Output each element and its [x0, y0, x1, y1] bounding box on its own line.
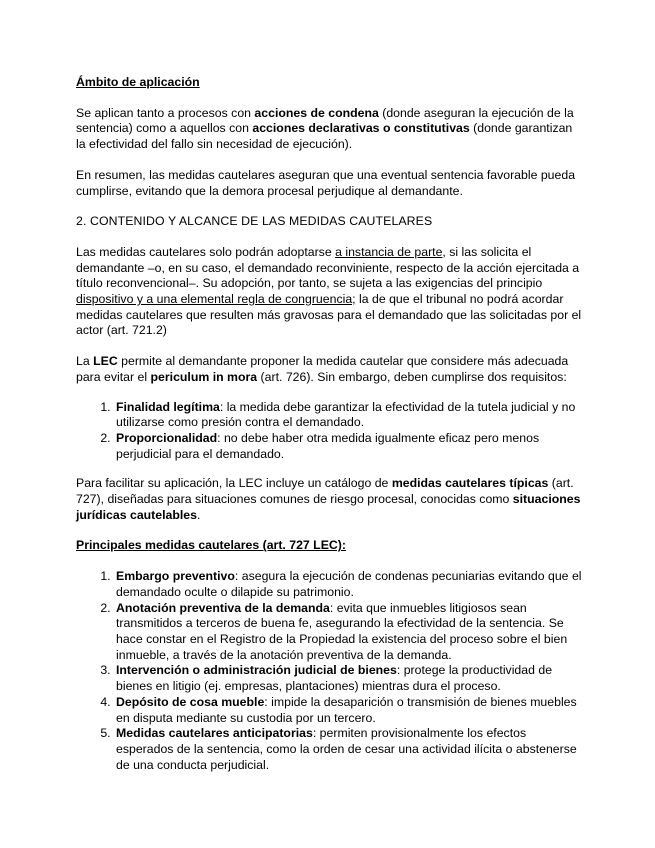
heading-principales: Principales medidas cautelares (art. 727 LEC):	[76, 538, 346, 553]
paragraph-instancia	[76, 245, 582, 339]
bold-term: acciones declarativas o constitutivas	[252, 121, 470, 136]
text: permite al demandante proponer la medida cautelar que considere más adecuada para evitar el	[76, 354, 569, 384]
text: (donde garantizan la efectividad del fallo sin necesidad de ejecución).	[76, 121, 573, 152]
text: (art. 727), diseñadas para situaciones comunes de riesgo procesal, conocidas como	[76, 476, 574, 507]
text: : no debe haber otra medida igualmente eficaz pero menos perjudicial para el demandado.	[116, 430, 540, 461]
list-item	[114, 400, 582, 431]
text: : evita que inmuebles litigiosos sean transmitidos a terceros de buena fe, asegurando la efectividad de la sentencia. Se hace constar en el Registro de la Propiedad la existencia del proceso sobre el bien inmueble, a través de la anotación preventiva de la demanda.	[116, 600, 568, 662]
document-page	[76, 75, 582, 773]
bold-term: acciones de condena	[254, 105, 379, 120]
heading-ambito: Ámbito de aplicación	[76, 75, 200, 89]
text: La	[76, 354, 94, 369]
paragraph-catalogo	[76, 476, 582, 523]
bold-term: Embargo preventivo	[116, 569, 235, 584]
underlined-phrase: a instancia de parte	[335, 244, 443, 259]
text: : permiten provisionalmente los efectos esperados de la sentencia, como la orden de cesar una actividad ilícita o abstenerse de una conducta perjudicial.	[116, 726, 577, 772]
paragraph-lec	[76, 354, 582, 385]
text: Para facilitar su aplicación, la LEC incluye un catálogo de	[76, 476, 392, 491]
list-item	[114, 695, 582, 726]
list-item	[114, 601, 582, 664]
text: .	[196, 507, 201, 522]
list-item	[114, 569, 582, 600]
bold-term: LEC	[93, 354, 118, 369]
bold-term: Depósito de cosa mueble	[116, 694, 265, 709]
list-item	[114, 663, 582, 694]
text: : impide la desaparición o transmisión de bienes muebles en disputa mediante su custodia por un tercero.	[116, 694, 577, 725]
text: la de que el tribunal no podrá acordar medidas cautelares que resulten más gravosas para el demandado que las solicitadas por el actor (art. 721.2)	[76, 292, 582, 338]
text: (donde aseguran la ejecución de la sentencia) como a aquellos con	[76, 105, 574, 136]
bold-term: Medidas cautelares anticipatorias	[116, 726, 313, 741]
requisitos-list	[76, 400, 582, 463]
text: : la medida debe garantizar la efectividad de la tutela judicial y no utilizarse como presión contra el demandado.	[116, 399, 576, 430]
bold-term: Intervención o administración judicial de bienes	[116, 663, 397, 678]
section-heading-2: 2. CONTENIDO Y ALCANCE DE LAS MEDIDAS CAUTELARES	[76, 214, 433, 229]
bold-term: Finalidad legítima	[116, 399, 220, 414]
bold-term: periculum in mora	[150, 369, 258, 384]
bold-term: Proporcionalidad	[116, 430, 218, 445]
text: : asegura la ejecución de condenas pecuniarias evitando que el demandado oculte o dilapide su patrimonio.	[116, 569, 582, 599]
bold-term: medidas cautelares típicas	[391, 476, 549, 491]
bold-term: situaciones jurídicas cautelables	[76, 492, 581, 522]
paragraph-ambito	[76, 106, 582, 153]
list-item	[114, 431, 582, 462]
medidas-list	[76, 569, 582, 773]
underlined-phrase: dispositivo y a una elemental regla de congruencia;	[76, 292, 356, 307]
text: Las medidas cautelares solo podrán adoptarse	[76, 244, 336, 259]
text: , si las solicita el demandante –o, en su caso, el demandado reconviniente, respecto de la acción ejercitada a título reconvencional–. Su adopción, por tanto, se sujeta a las exigencias del principio	[76, 244, 580, 291]
text: (art. 726). Sin embargo, deben cumplirse dos requisitos:	[257, 369, 567, 384]
paragraph-resumen: En resumen, las medidas cautelares aseguran que una eventual sentencia favorable pueda cumplirse, evitando que la demora procesal perjudique al demandante.	[76, 167, 576, 198]
text: : protege la productividad de bienes en litigio (ej. empresas, plantaciones) mientras dura el proceso.	[116, 663, 553, 694]
bold-term: Anotación preventiva de la demanda	[116, 600, 330, 615]
text: Se aplican tanto a procesos con	[76, 105, 255, 120]
list-item	[114, 726, 582, 773]
